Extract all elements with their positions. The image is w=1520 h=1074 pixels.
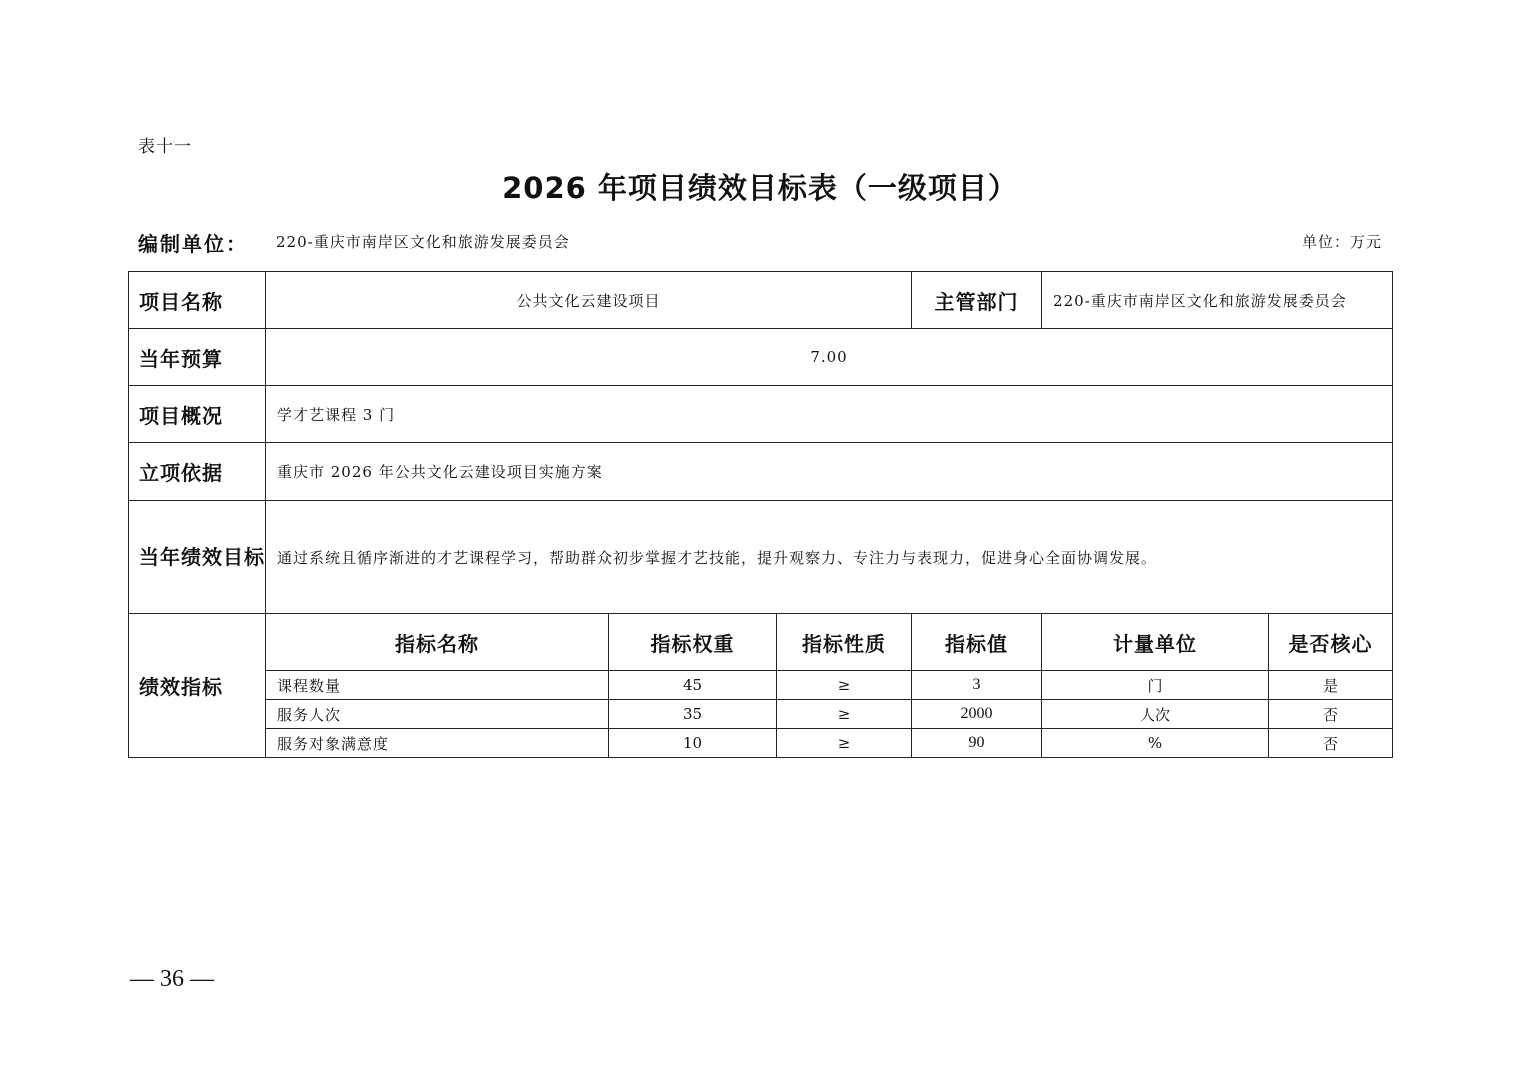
- overview-value: 学才艺课程 3 门: [266, 386, 1393, 443]
- goal-label: 当年绩效目标: [129, 501, 266, 614]
- header-indicator-weight: 指标权重: [609, 614, 777, 671]
- row-goal: [129, 501, 1393, 614]
- indicator-value: 3: [912, 671, 1042, 700]
- dept-label: 主管部门: [912, 272, 1042, 329]
- prep-unit-label: 编制单位：: [138, 232, 248, 256]
- indicator-weight: 10: [609, 729, 777, 758]
- table-row: [129, 671, 1393, 700]
- indicator-name: 服务人次: [266, 700, 609, 729]
- header-is-core: 是否核心: [1269, 614, 1393, 671]
- indicator-unit: 门: [1042, 671, 1269, 700]
- indicator-core: 否: [1269, 729, 1393, 758]
- indicator-core: 是: [1269, 671, 1393, 700]
- indicator-unit: %: [1042, 729, 1269, 758]
- indicator-unit: 人次: [1042, 700, 1269, 729]
- indicator-nature: ≥: [777, 671, 912, 700]
- performance-table: [128, 271, 1393, 758]
- table-row: [129, 729, 1393, 758]
- indicator-value: 90: [912, 729, 1042, 758]
- indicator-name: 课程数量: [266, 671, 609, 700]
- table-number: 表十一: [138, 137, 192, 157]
- project-name-value: 公共文化云建设项目: [266, 272, 912, 329]
- indicator-value: 2000: [912, 700, 1042, 729]
- indicator-core: 否: [1269, 700, 1393, 729]
- row-budget: [129, 329, 1393, 386]
- indicator-weight: 35: [609, 700, 777, 729]
- header-indicator-name: 指标名称: [266, 614, 609, 671]
- budget-label: 当年预算: [129, 329, 266, 386]
- indicator-nature: ≥: [777, 729, 912, 758]
- row-project-name: [129, 272, 1393, 329]
- prep-unit-value: 220-重庆市南岸区文化和旅游发展委员会: [276, 233, 570, 251]
- header-indicator-nature: 指标性质: [777, 614, 912, 671]
- project-name-label: 项目名称: [129, 272, 266, 329]
- page-number: — 36 —: [130, 966, 214, 992]
- header-measure-unit: 计量单位: [1042, 614, 1269, 671]
- budget-value: 7.00: [266, 329, 1393, 386]
- basis-value: 重庆市 2026 年公共文化云建设项目实施方案: [266, 443, 1393, 501]
- goal-value: 通过系统且循序渐进的才艺课程学习，帮助群众初步掌握才艺技能，提升观察力、专注力与表现力，促进身心全面协调发展。: [266, 501, 1393, 614]
- indicator-header-row: [129, 614, 1393, 671]
- row-basis: [129, 443, 1393, 501]
- indicator-weight: 45: [609, 671, 777, 700]
- currency-unit: 单位：万元: [1301, 233, 1382, 251]
- indicator-name: 服务对象满意度: [266, 729, 609, 758]
- header-indicator-value: 指标值: [912, 614, 1042, 671]
- overview-label: 项目概况: [129, 386, 266, 443]
- indicators-section-label: 绩效指标: [129, 614, 266, 758]
- row-overview: [129, 386, 1393, 443]
- table-row: [129, 700, 1393, 729]
- dept-value: 220-重庆市南岸区文化和旅游发展委员会: [1042, 272, 1393, 329]
- indicator-nature: ≥: [777, 700, 912, 729]
- meta-row: [138, 228, 1382, 256]
- page-title: 2026 年项目绩效目标表（一级项目）: [502, 171, 1018, 205]
- basis-label: 立项依据: [129, 443, 266, 501]
